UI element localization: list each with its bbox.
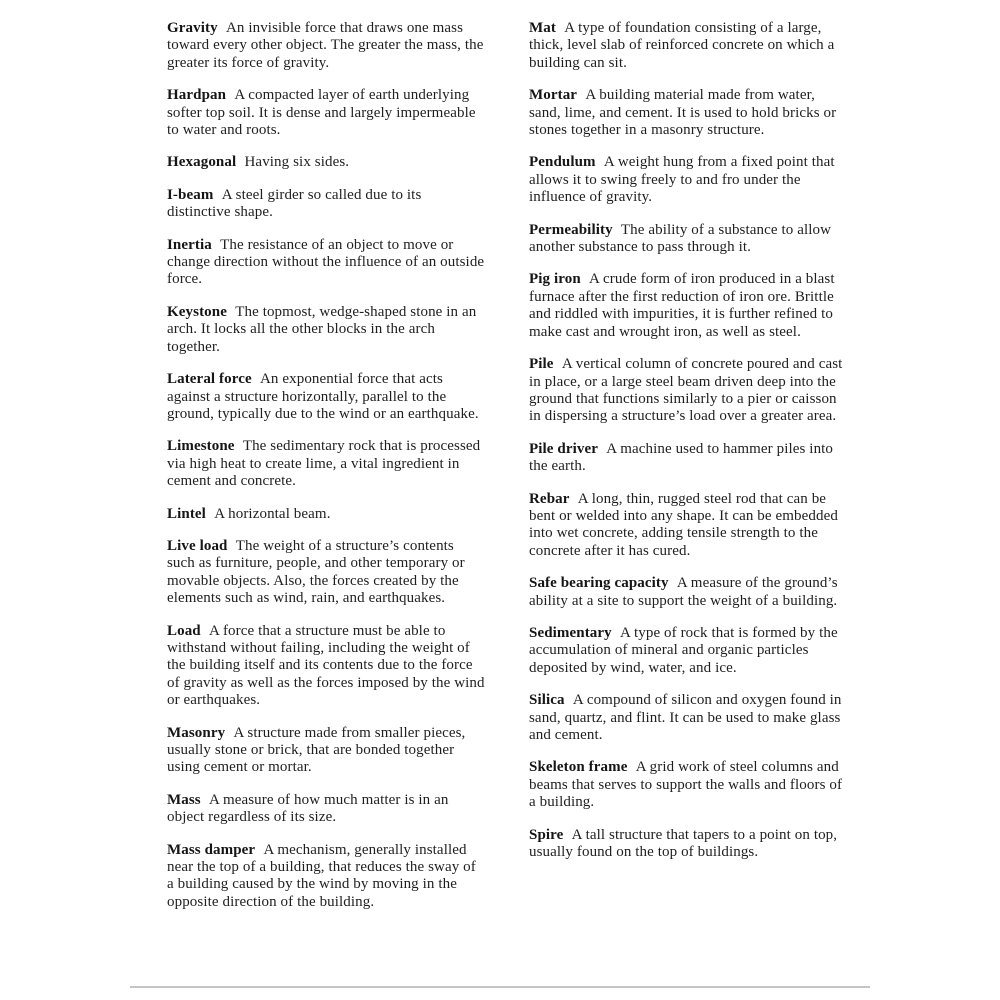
- glossary-definition: A force that a structure must be able to withstand without failing, including the weight of the building itself and its contents due to the force of gravity as well as the forces imposed by the wind or earthquakes.: [167, 622, 485, 709]
- glossary-term: Rebar: [529, 490, 570, 507]
- glossary-definition: A measure of how much matter is in an object regardless of its size.: [167, 791, 449, 826]
- glossary-entry: [529, 827, 847, 862]
- glossary-term: Inertia: [167, 236, 212, 253]
- page-bottom-edge: [130, 986, 870, 988]
- glossary-entry: [529, 759, 847, 811]
- glossary-term: Lintel: [167, 505, 206, 522]
- glossary-entry: [529, 87, 847, 139]
- glossary-definition: A structure made from smaller pieces, usually stone or brick, that are bonded together using cement or mortar.: [167, 724, 466, 776]
- glossary-definition: A grid work of steel columns and beams that serves to support the walls and floors of a building.: [529, 759, 843, 811]
- glossary-term: Silica: [529, 692, 565, 709]
- glossary-column-right: [529, 20, 847, 926]
- glossary-term: Keystone: [167, 303, 227, 320]
- glossary-term: Pile driver: [529, 440, 598, 457]
- glossary-definition: A type of rock that is formed by the accumulation of mineral and organic particles deposited by wind, water, and ice.: [529, 624, 838, 676]
- glossary-definition: The topmost, wedge-shaped stone in an arch. It locks all the other blocks in the arch together.: [167, 303, 477, 355]
- glossary-definition: A vertical column of concrete poured and cast in place, or a large steel beam driven deep into the ground that functions similarly to a pier or caisson in dispersing a structure’s load over a greater area.: [529, 356, 843, 425]
- glossary-definition: A steel girder so called due to its distinctive shape.: [167, 186, 422, 221]
- glossary-entry: [167, 538, 485, 608]
- glossary-entry: [167, 506, 485, 523]
- glossary-entry: [167, 304, 485, 356]
- glossary-entry: [529, 271, 847, 341]
- glossary-term: Permeability: [529, 221, 613, 238]
- glossary-definition: A mechanism, generally installed near the top of a building, that reduces the sway of a building caused by the wind by moving in the opposite direction of the building.: [167, 841, 476, 910]
- glossary-entry: [167, 792, 485, 827]
- glossary-term: Load: [167, 622, 201, 639]
- glossary-entry: [167, 237, 485, 289]
- glossary-definition: The resistance of an object to move or change direction without the influence of an outside force.: [167, 236, 485, 288]
- glossary-entry: [529, 356, 847, 426]
- glossary-entry: [167, 371, 485, 423]
- glossary-term: Gravity: [167, 20, 218, 36]
- glossary-definition: An invisible force that draws one mass toward every other object. The greater the mass, the greater its force of gravity.: [167, 20, 484, 71]
- glossary-definition: A horizontal beam.: [214, 505, 331, 522]
- glossary-term: Masonry: [167, 724, 226, 741]
- glossary-entry: [167, 154, 485, 171]
- glossary-definition: A machine used to hammer piles into the earth.: [529, 440, 834, 475]
- glossary-definition: A type of foundation consisting of a large, thick, level slab of reinforced concrete on which a building can sit.: [529, 20, 835, 71]
- glossary-definition: The weight of a structure’s contents such as furniture, people, and other temporary or movable objects. Also, the forces created by the elements such as wind, rain, and earthquakes.: [167, 537, 465, 607]
- glossary-column-left: [167, 20, 485, 926]
- glossary-term: Limestone: [167, 438, 235, 455]
- glossary-term: Hardpan: [167, 87, 227, 104]
- glossary-definition: An exponential force that acts against a structure horizontally, parallel to the ground, typically due to the wind or an earthquake.: [167, 371, 479, 422]
- glossary-definition: A weight hung from a fixed point that allows it to swing freely to and fro under the influence of gravity.: [529, 154, 835, 206]
- glossary-columns: [167, 20, 847, 926]
- glossary-term: Hexagonal: [167, 154, 237, 171]
- glossary-definition: The sedimentary rock that is processed via high heat to create lime, a vital ingredient in cement and concrete.: [167, 438, 481, 490]
- glossary-definition: A compound of silicon and oxygen found in sand, quartz, and flint. It can be used to make glass and cement.: [529, 692, 842, 743]
- glossary-term: Pendulum: [529, 154, 596, 171]
- glossary-definition: The ability of a substance to allow another substance to pass through it.: [529, 221, 832, 256]
- glossary-entry: [167, 187, 485, 222]
- glossary-entry: [529, 222, 847, 257]
- glossary-entry: [167, 438, 485, 490]
- glossary-definition: A crude form of iron produced in a blast furnace after the first reduction of iron ore. Brittle and riddled with impurities, it is further refined to make cast and wrought iron, as well as steel.: [529, 271, 835, 340]
- glossary-entry: [167, 842, 485, 912]
- glossary-term: Mat: [529, 20, 556, 36]
- glossary-entry: [529, 692, 847, 744]
- glossary-entry: [529, 441, 847, 476]
- glossary-term: Pile: [529, 356, 554, 373]
- glossary-term: Skeleton frame: [529, 759, 628, 776]
- glossary-term: Mass damper: [167, 841, 256, 858]
- glossary-entry: [167, 20, 485, 72]
- glossary-definition: A tall structure that tapers to a point on top, usually found on the top of buildings.: [529, 826, 838, 861]
- glossary-entry: [529, 20, 847, 72]
- glossary-entry: [529, 625, 847, 677]
- glossary-definition: Having six sides.: [244, 154, 350, 171]
- glossary-term: Mortar: [529, 87, 578, 104]
- glossary-term: I-beam: [167, 186, 214, 203]
- glossary-term: Spire: [529, 826, 564, 843]
- glossary-definition: A long, thin, rugged steel rod that can be bent or welded into any shape. It can be embedded into wet concrete, adding tensile strength to the concrete after it has cured.: [529, 490, 838, 559]
- glossary-definition: A measure of the ground’s ability at a site to support the weight of a building.: [529, 575, 838, 609]
- glossary-term: Lateral force: [167, 371, 252, 388]
- glossary-definition: A building material made from water, sand, lime, and cement. It is used to hold bricks or stones together in a masonry structure.: [529, 87, 837, 139]
- glossary-definition: A compacted layer of earth underlying softer top soil. It is dense and largely impermeable to water and roots.: [167, 87, 476, 139]
- glossary-entry: [167, 87, 485, 139]
- glossary-entry: [529, 575, 847, 610]
- glossary-term: Sedimentary: [529, 624, 612, 641]
- glossary-entry: [529, 154, 847, 206]
- glossary-term: Live load: [167, 537, 228, 554]
- glossary-term: Safe bearing capacity: [529, 575, 669, 592]
- glossary-entry: [167, 725, 485, 777]
- glossary-entry: [167, 623, 485, 710]
- glossary-term: Mass: [167, 791, 201, 808]
- glossary-entry: [529, 491, 847, 561]
- glossary-term: Pig iron: [529, 271, 581, 288]
